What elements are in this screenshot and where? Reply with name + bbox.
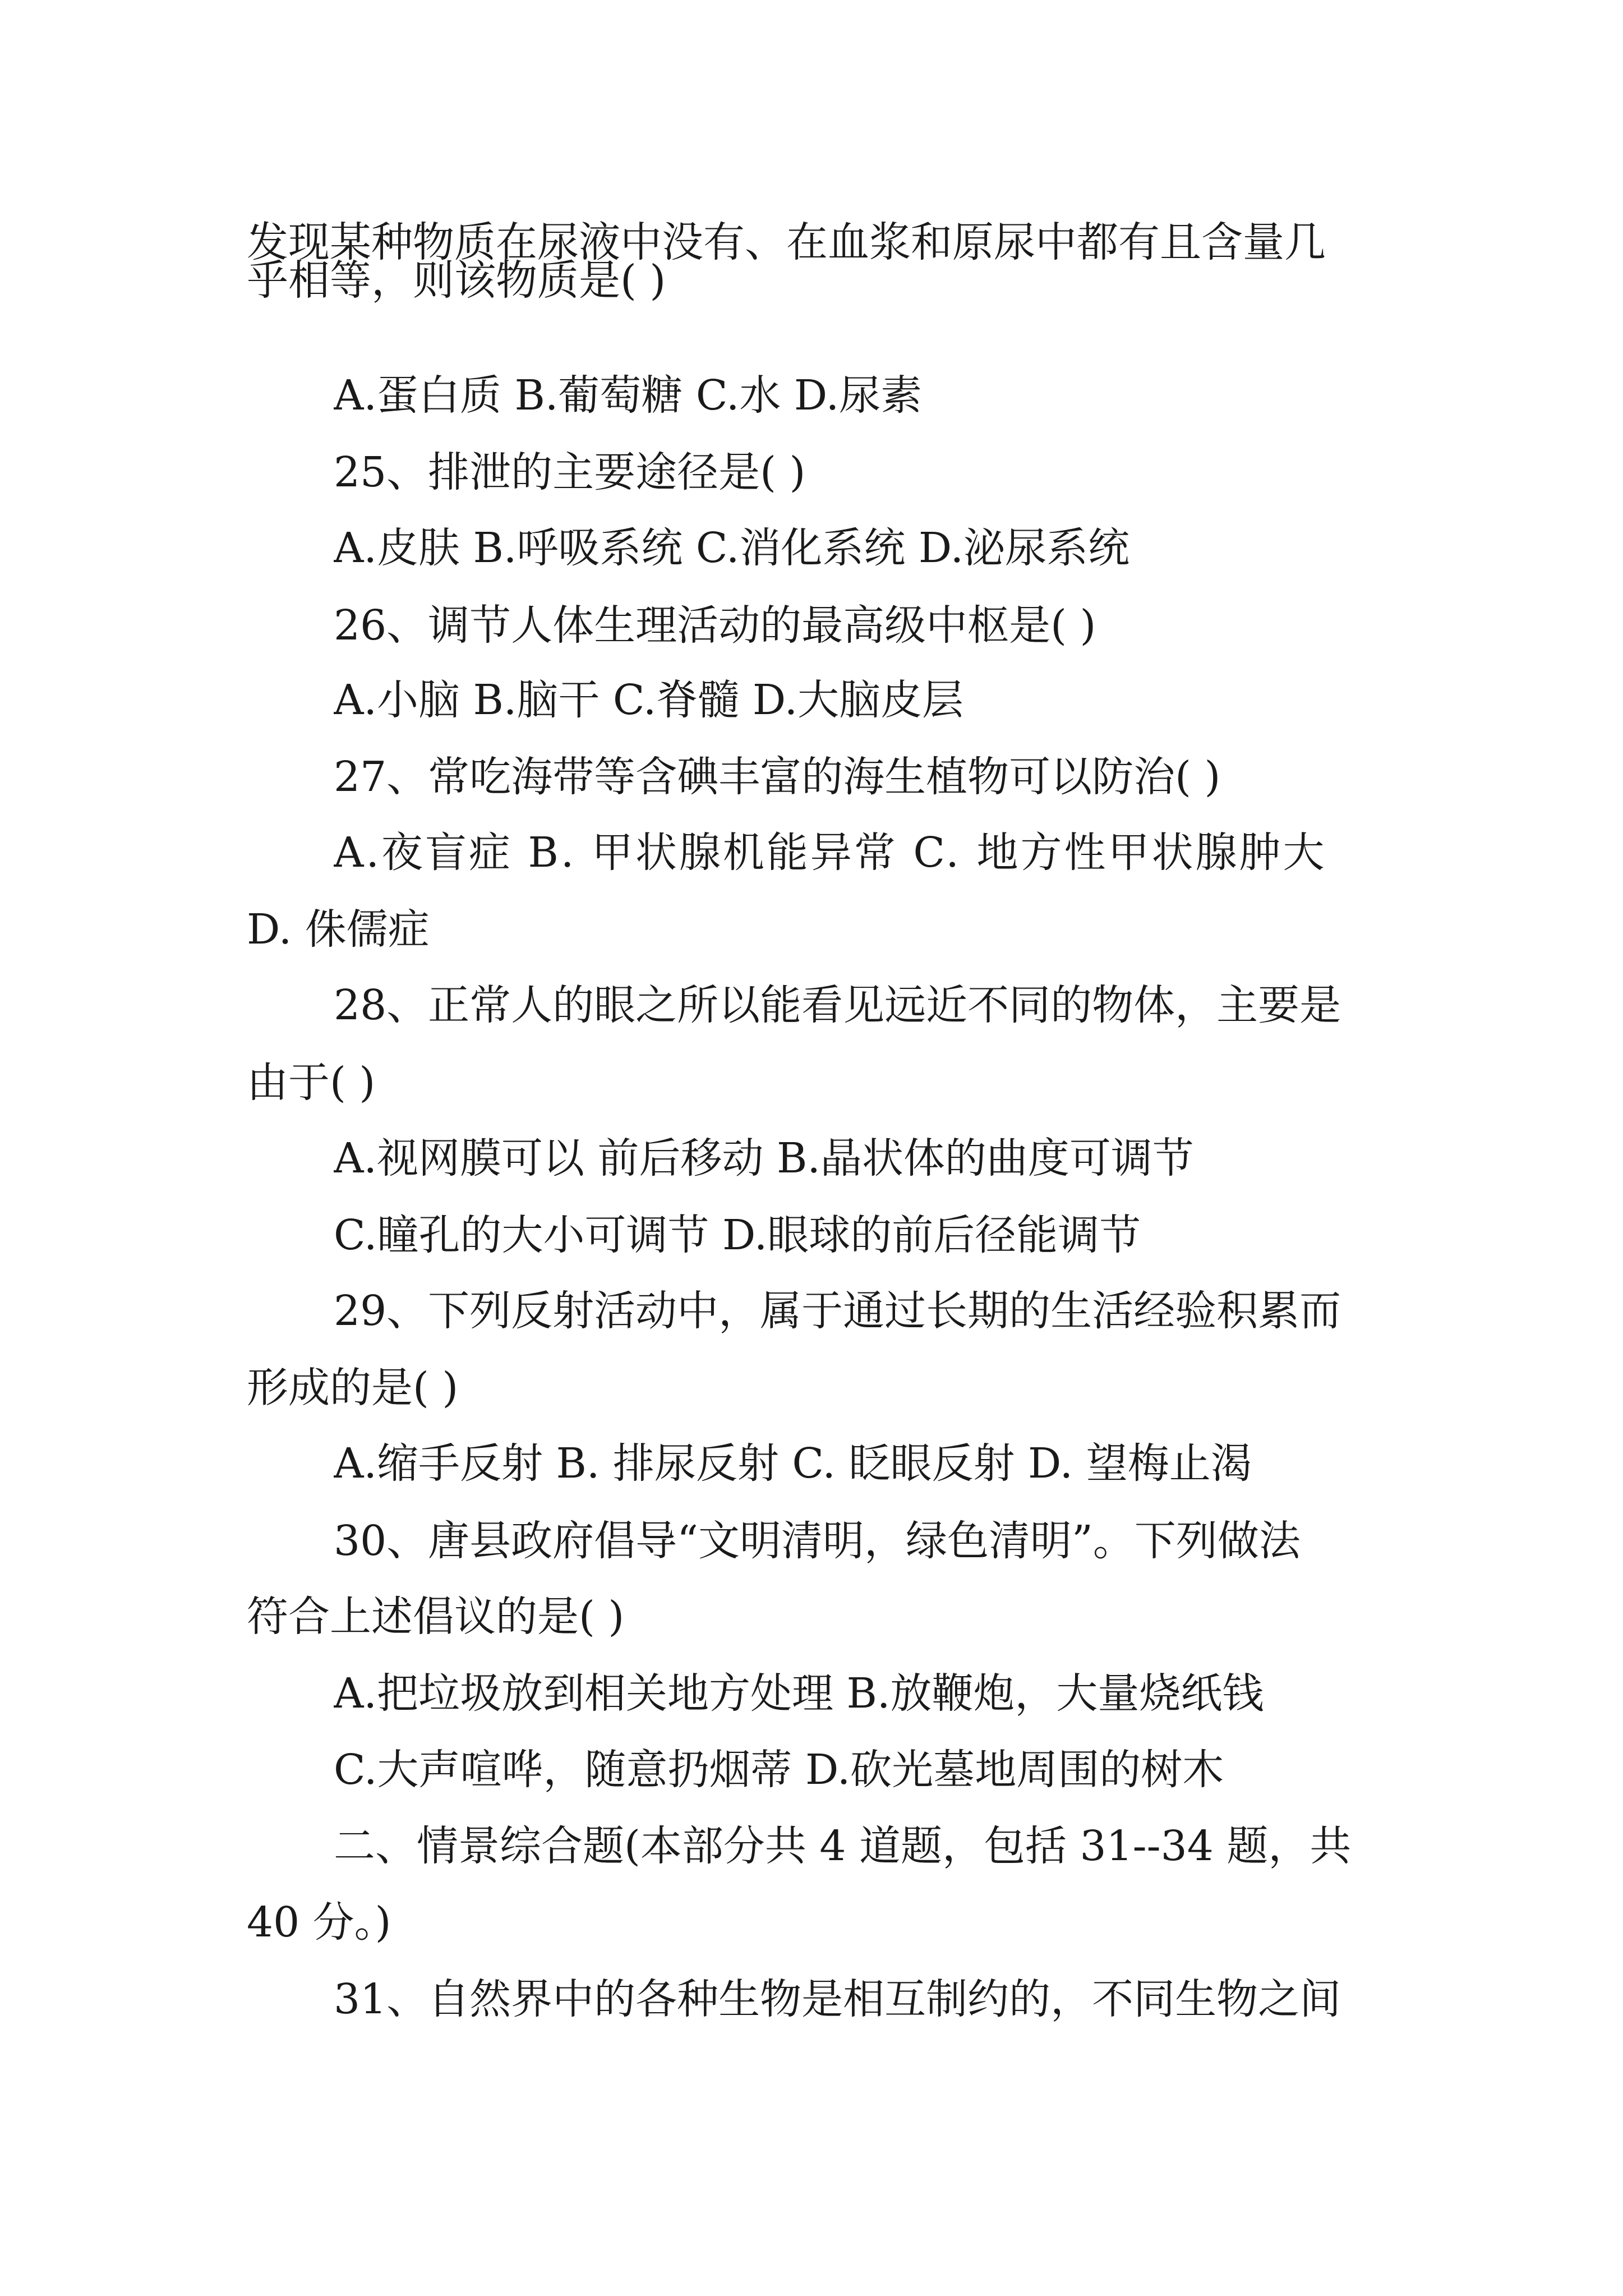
text-line: 发现某种物质在尿液中没有、在血浆和原尿中都有且含量几 <box>247 218 1326 266</box>
option-line: A.皮肤 B.呼吸系统 C.消化系统 D.泌尿系统 <box>334 524 1130 572</box>
option-line: A.夜盲症 B. 甲状腺机能异常 C. 地方性甲状腺肿大 <box>334 829 1327 877</box>
option-line: A.缩手反射 B. 排尿反射 C. 眨眼反射 D. 望梅止渴 <box>334 1439 1252 1488</box>
question-line: 26、调节人体生理活动的最高级中枢是( ) <box>334 601 1096 650</box>
option-line: C.大声喧哗，随意扔烟蒂 D.砍光墓地周围的树木 <box>334 1746 1224 1794</box>
option-line: A.小脑 B.脑干 C.脊髓 D.大脑皮层 <box>334 676 964 724</box>
option-line: A.蛋白质 B.葡萄糖 C.水 D.尿素 <box>334 371 923 420</box>
text-line: 形成的是( ) <box>247 1364 459 1412</box>
text-line: 乎相等，则该物质是( ) <box>247 256 666 305</box>
question-line: 25、排泄的主要途径是( ) <box>334 448 806 496</box>
text-line: 由于( ) <box>247 1059 376 1107</box>
question-line: 30、唐县政府倡导“文明清明，绿色清明”。下列做法 <box>334 1517 1301 1565</box>
text-line: 40 分。) <box>247 1898 391 1947</box>
question-line: 28、正常人的眼之所以能看见远近不同的物体，主要是 <box>334 981 1341 1029</box>
section-heading: 二、情景综合题(本部分共 4 道题，包括 31--34 题，共 <box>334 1822 1352 1870</box>
question-line: 27、常吃海带等含碘丰富的海生植物可以防治( ) <box>334 753 1221 801</box>
option-line: C.瞳孔的大小可调节 D.眼球的前后径能调节 <box>334 1211 1141 1259</box>
option-line: D. 侏儒症 <box>247 905 430 954</box>
text-line: 符合上述倡议的是( ) <box>247 1593 625 1641</box>
question-line: 31、自然界中的各种生物是相互制约的，不同生物之间 <box>334 1975 1341 2023</box>
option-line: A.视网膜可以 前后移动 B.晶状体的曲度可调节 <box>334 1134 1194 1182</box>
question-line: 29、下列反射活动中，属于通过长期的生活经验积累而 <box>334 1287 1341 1335</box>
option-line: A.把垃圾放到相关地方处理 B.放鞭炮，大量烧纸钱 <box>334 1669 1264 1718</box>
